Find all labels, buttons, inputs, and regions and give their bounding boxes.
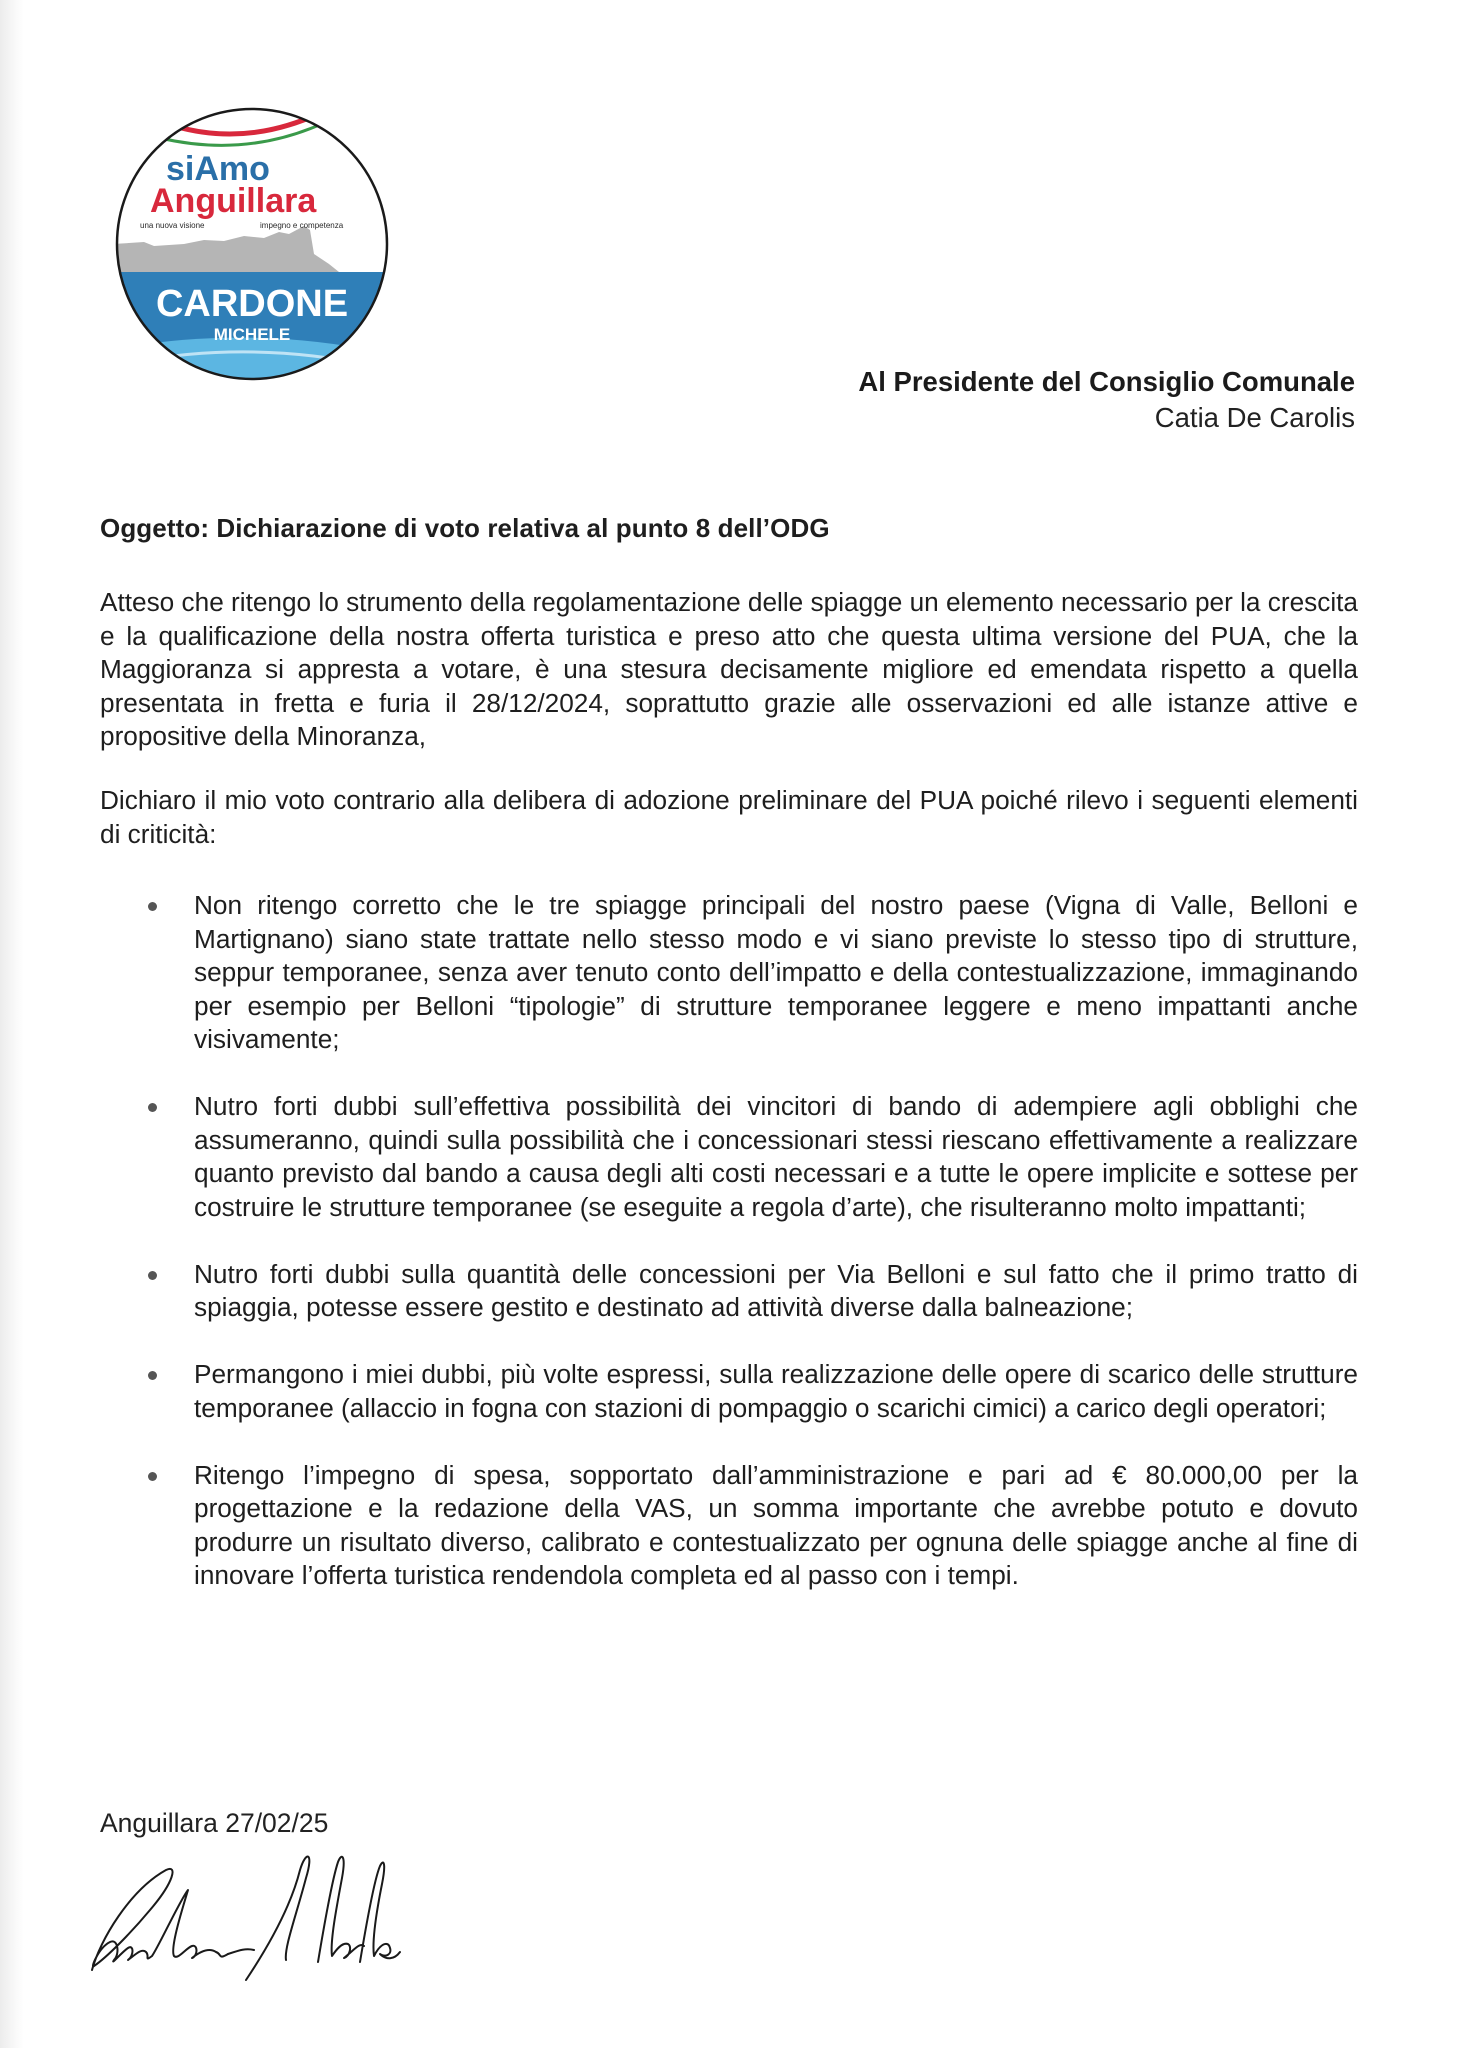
list-item [100, 1090, 1358, 1224]
place-and-date: Anguillara 27/02/25 [100, 1808, 329, 1838]
subject-line: Oggetto: Dichiarazione di voto relativa al punto 8 dell’ODG [100, 513, 830, 543]
bullet-icon [148, 902, 157, 911]
handwritten-signature [70, 1830, 410, 1990]
bullet-icon [148, 1472, 157, 1481]
list-item [100, 1258, 1358, 1325]
list-item-text: Nutro forti dubbi sulla quantità delle concessioni per Via Belloni e sul fatto che il primo tratto di spiaggia, potesse essere gestito e destinato ad attività diverse dalla balneazione; [194, 1258, 1358, 1322]
list-item [100, 1358, 1358, 1425]
criticality-list [100, 889, 1358, 1626]
logo-first-name: MICHELE [213, 325, 291, 344]
addressee-block [858, 364, 1355, 436]
list-item-text: Permangono i miei dubbi, più volte espressi, sulla realizzazione delle opere di scarico delle strutture temporanee (allaccio in fogna con stazioni di pompaggio o scarichi cimici) a carico degli operatori; [194, 1359, 1358, 1423]
logo-surname: CARDONE [155, 283, 349, 325]
paragraph-premise: Atteso che ritengo lo strumento della regolamentazione delle spiagge un elemento necessario per la crescita e la qualificazione della nostra offerta turistica e preso atto che questa ultima versione del PUA, che la Maggioranza si appresta a votare, è una stesura decisamente migliore ed emendata rispetto a quella presentata in fretta e furia il 28/12/2024, soprattutto grazie alle osservazioni ed alle istanze attive e propositive della Minoranza, [100, 587, 1358, 751]
bullet-icon [148, 1103, 157, 1112]
list-item [100, 889, 1358, 1057]
addressee-role: Al Presidente del Consiglio Comunale [858, 366, 1355, 397]
logo-tagline-right: impegno e competenza [260, 221, 344, 230]
signature-icon [70, 1830, 410, 1990]
logo-line1-text: siAmo [166, 150, 270, 188]
logo-line2-text: Anguillara [150, 182, 317, 220]
scan-page-edge [0, 0, 24, 2048]
list-item-text: Nutro forti dubbi sull’effettiva possibilità dei vincitori di bando di adempiere agli obblighi che assumeranno, quindi sulla possibilità che i concessionari stessi riescano effettivamente a realizzare quanto previsto dal bando a causa degli alti costi necessari e a tutte le opere implicite e sottese per costruire le strutture temporanee (se eseguite a regola d’arte), che risulteranno molto impattanti; [194, 1091, 1358, 1222]
logo-tagline-left: una nuova visione [140, 221, 205, 230]
party-logo [114, 104, 390, 384]
list-item [100, 1459, 1358, 1593]
paragraph-declaration: Dichiaro il mio voto contrario alla delibera di adozione preliminare del PUA poiché rilevo i seguenti elementi di criticità: [100, 785, 1358, 849]
addressee-name: Catia De Carolis [1154, 402, 1355, 433]
siamo-anguillara-logo-icon [114, 104, 390, 384]
bullet-icon [148, 1371, 157, 1380]
list-item-text: Ritengo l’impegno di spesa, sopportato dall’amministrazione e pari ad € 80.000,00 per la progettazione e la redazione della VAS, un somma importante che avrebbe potuto e dovuto produrre un risultato diverso, calibrato e contestualizzato per ognuna delle spiagge anche al fine di innovare l’offerta turistica rendendola completa ed al passo con i tempi. [194, 1459, 1358, 1590]
list-item-text: Non ritengo corretto che le tre spiagge principali del nostro paese (Vigna di Valle, Belloni e Martignano) siano state trattate nello stesso modo e vi siano previste lo stesso tipo di strutture, seppur temporanee, senza aver tenuto conto dell’impatto e della contestualizzazione, immaginando per esempio per Belloni “tipologie” di strutture temporanee leggere e meno impattanti anche visivamente; [194, 890, 1358, 1054]
bullet-icon [148, 1271, 157, 1280]
